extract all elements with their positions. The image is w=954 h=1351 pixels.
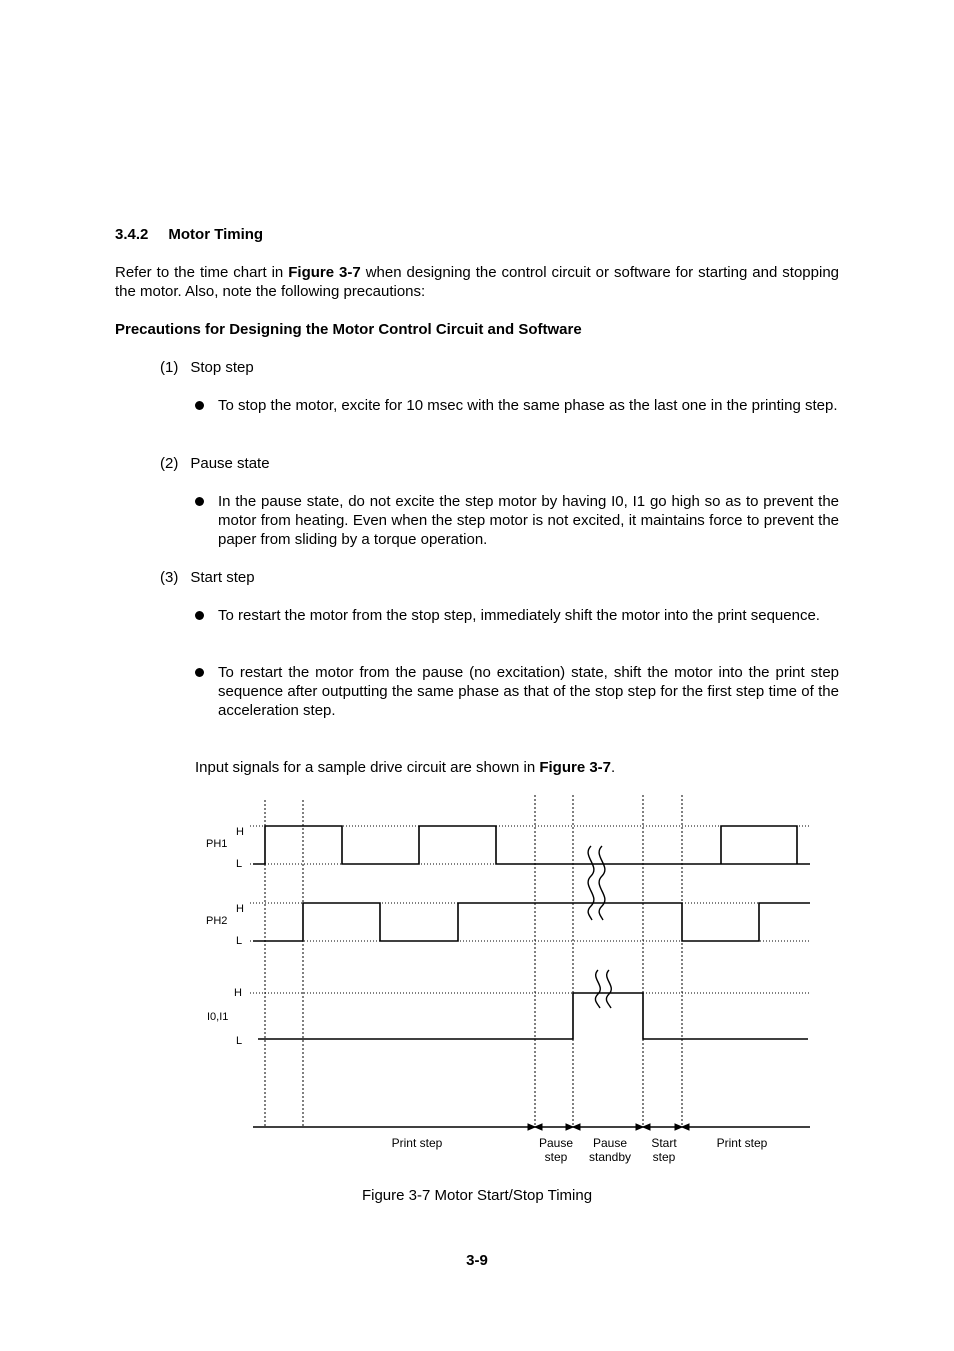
- item-pause-state: (2) Pause state: [160, 455, 270, 472]
- precautions-heading: Precautions for Designing the Motor Control Circuit and Software: [115, 321, 582, 338]
- timing-markers: [265, 795, 682, 1127]
- input-signals-sentence: Input signals for a sample drive circuit are shown in Figure 3-7.: [195, 759, 616, 776]
- bullet-text: To restart the motor from the stop step, immediately shift the motor into the print sequence.: [218, 607, 820, 624]
- period-label: step: [544, 1150, 568, 1164]
- i0i1-name-label: I0,I1: [207, 1011, 229, 1023]
- intro-paragraph: Refer to the time chart in Figure 3-7 when designing the control circuit or software for starting and stopping the motor. Also, note the following precautions:: [115, 264, 840, 300]
- ph1-name-label: PH1: [206, 838, 228, 850]
- page-number: 3-9: [466, 1252, 488, 1269]
- ph2-low-label: L: [236, 935, 243, 947]
- figure-caption: Figure 3-7 Motor Start/Stop Timing: [361, 1187, 593, 1204]
- item-title: Pause state: [190, 455, 270, 472]
- figure-reference: Figure 3-7: [539, 759, 612, 776]
- period-label: Pause: [592, 1136, 628, 1150]
- level-reference-lines: [250, 826, 810, 993]
- section-number: 3.4.2: [115, 226, 149, 243]
- i0i1-low-label: L: [236, 1035, 243, 1047]
- period-label: Pause: [538, 1136, 574, 1150]
- period-label: standby: [588, 1150, 632, 1164]
- item-title: Stop step: [190, 359, 254, 376]
- ph2-name-label: PH2: [206, 915, 228, 927]
- period-label: step: [652, 1150, 676, 1164]
- section-title: Motor Timing: [168, 226, 264, 243]
- ph1-high-label: H: [236, 826, 244, 838]
- ph2-high-label: H: [236, 903, 244, 915]
- period-label: Start: [651, 1136, 677, 1150]
- ph1-waveform: [253, 826, 810, 864]
- figure-reference: Figure 3-7: [288, 264, 361, 281]
- bullet-text: To restart the motor from the pause (no excitation) state, shift the motor into the print step sequence after outputting the same phase as that of the stop step for the first step time of the acceleration step.: [218, 664, 839, 719]
- i0i1-high-label: H: [234, 987, 242, 999]
- item-start-step: (3) Start step: [160, 569, 255, 586]
- item-title: Start step: [190, 569, 255, 586]
- bullet-text: To stop the motor, excite for 10 msec with the same phase as the last one in the printing step.: [218, 397, 838, 414]
- period-label: Print step: [391, 1136, 443, 1150]
- i0-i1-waveform: [258, 993, 808, 1039]
- ph1-low-label: L: [236, 858, 243, 870]
- ph2-waveform: [253, 903, 810, 941]
- break-symbol: [588, 846, 611, 1008]
- item-stop-step: (1) Stop step: [160, 359, 254, 376]
- bullet-text: In the pause state, do not excite the step motor by having I0, I1 go high so as to prevent the motor from heating. Even when the step motor is not excited, it maintains force to prevent the paper from sliding by a torque operation.: [218, 493, 839, 548]
- period-label: Print step: [716, 1136, 768, 1150]
